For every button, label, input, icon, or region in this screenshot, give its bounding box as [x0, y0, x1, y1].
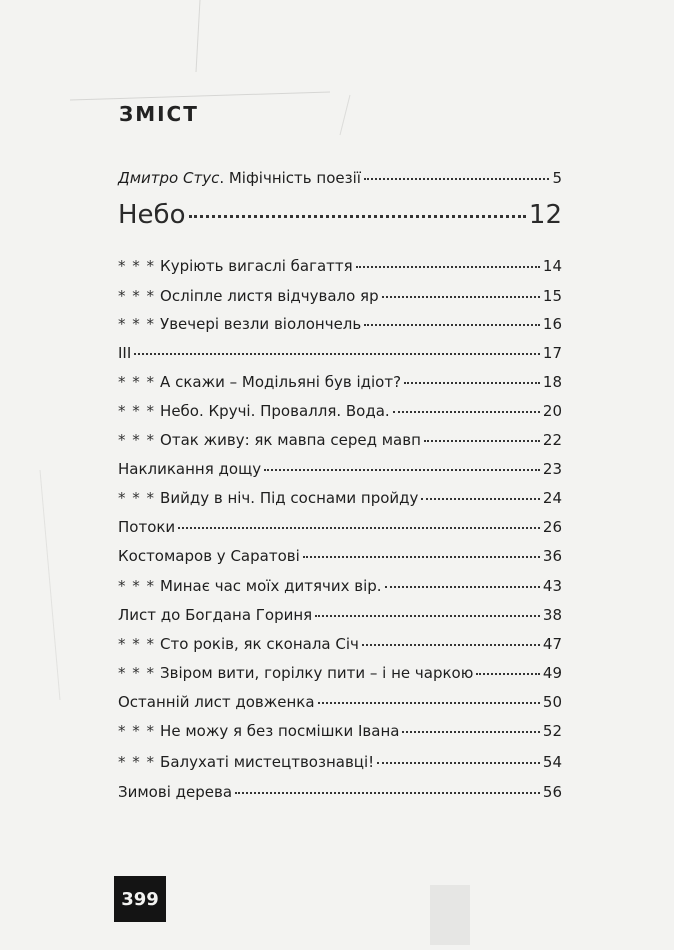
dot-leader	[385, 585, 540, 588]
asterism: * * *	[118, 287, 156, 305]
asterism: * * *	[118, 489, 156, 507]
toc-entry[interactable]	[118, 692, 562, 712]
dot-leader	[364, 323, 540, 326]
page-ref: 43	[542, 577, 562, 595]
page-ref: 12	[528, 200, 562, 230]
page-ref: 36	[542, 547, 562, 565]
page-ref: 18	[542, 373, 562, 391]
dot-leader	[178, 526, 540, 529]
page-ref: 17	[542, 344, 562, 362]
section-title: Небо	[118, 200, 186, 230]
intro-title: . Міфічність поезії	[219, 169, 361, 187]
toc-entry[interactable]	[118, 721, 562, 741]
page-ref: 47	[542, 635, 562, 653]
entry-title: Увечерi везли вiолончель	[160, 315, 362, 333]
toc-entry[interactable]	[118, 488, 562, 508]
asterism: * * *	[118, 753, 156, 771]
contents-heading: ЗМІСТ	[119, 102, 199, 126]
dot-leader	[303, 555, 540, 558]
entry-title: Отак живу: як мавпа серед мавп	[160, 431, 421, 449]
asterism: * * *	[118, 257, 156, 275]
toc-entry[interactable]	[118, 752, 562, 772]
page-ref: 50	[542, 693, 562, 711]
page-ref: 38	[542, 606, 562, 624]
toc-entry[interactable]	[118, 256, 562, 276]
dot-leader	[134, 352, 540, 355]
entry-title: Останнiй лист довженка	[118, 693, 315, 711]
page-number-badge: 399	[114, 876, 166, 922]
toc-entry[interactable]	[118, 634, 562, 654]
intro-author: Дмитро Стус	[118, 169, 220, 187]
page-ref: 49	[542, 664, 562, 682]
entry-title: Ослiпле листя вiдчувало яр	[160, 287, 379, 305]
toc-entry[interactable]	[118, 286, 562, 306]
entry-title: Зимовi дерева	[118, 783, 233, 801]
dot-leader	[264, 468, 540, 471]
entry-title: А скажи – Модiльянi був iдiот?	[160, 373, 402, 391]
dot-leader	[364, 177, 550, 180]
dot-leader	[189, 214, 526, 218]
dot-leader	[382, 295, 540, 298]
page-ref: 24	[542, 489, 562, 507]
asterism: * * *	[118, 577, 156, 595]
dot-leader	[377, 761, 540, 764]
page-ref: 56	[542, 783, 562, 801]
toc-section-heading[interactable]	[118, 199, 562, 231]
dot-leader	[318, 701, 540, 704]
dot-leader	[476, 672, 540, 675]
toc-entry[interactable]	[118, 343, 562, 363]
toc-entry[interactable]	[118, 372, 562, 392]
entry-title: Курiють вигаслi багаття	[160, 257, 353, 275]
page-ref: 22	[542, 431, 562, 449]
entry-title: Накликання дощу	[118, 460, 262, 478]
toc-entry-intro[interactable]	[118, 168, 562, 188]
toc-entry[interactable]	[118, 517, 562, 537]
entry-title: Вийду в нiч. Пiд соснами пройду	[160, 489, 419, 507]
page-ref: 20	[542, 402, 562, 420]
dot-leader	[424, 439, 540, 442]
entry-title: Небо. Кручi. Провалля. Вода.	[160, 402, 390, 420]
asterism: * * *	[118, 722, 156, 740]
page-ref: 16	[542, 315, 562, 333]
toc-entry[interactable]	[118, 430, 562, 450]
entry-title: III	[118, 344, 132, 362]
toc-entry[interactable]	[118, 546, 562, 566]
entry-title: Звiром вити, горiлку пити – i не чаркою	[160, 664, 474, 682]
dot-leader	[356, 265, 540, 268]
asterism: * * *	[118, 664, 156, 682]
asterism: * * *	[118, 431, 156, 449]
page-ref: 52	[542, 722, 562, 740]
page-ref: 14	[542, 257, 562, 275]
asterism: * * *	[118, 402, 156, 420]
dot-leader	[402, 730, 539, 733]
entry-title: Балухатi мистецтвознавцi!	[160, 753, 375, 771]
toc-entry[interactable]	[118, 663, 562, 683]
entry-title: Костомаров у Саратовi	[118, 547, 300, 565]
page-ref: 26	[542, 518, 562, 536]
asterism: * * *	[118, 315, 156, 333]
dot-leader	[315, 614, 540, 617]
page-ref: 54	[542, 753, 562, 771]
dot-leader	[362, 643, 540, 646]
toc-entry[interactable]	[118, 782, 562, 802]
toc-entry[interactable]	[118, 314, 562, 334]
entry-title: Лист до Богдана Гориня	[118, 606, 313, 624]
page-ref: 23	[542, 460, 562, 478]
entry-title: Сто рокiв, як сконала Сiч	[160, 635, 359, 653]
dot-leader	[235, 791, 540, 794]
toc-entry[interactable]	[118, 576, 562, 596]
entry-title: Минає час моїх дитячих вiр.	[160, 577, 382, 595]
asterism: * * *	[118, 373, 156, 391]
dot-leader	[421, 497, 539, 500]
entry-title: Потоки	[118, 518, 176, 536]
dot-leader	[393, 410, 540, 413]
asterism: * * *	[118, 635, 156, 653]
toc-entry[interactable]	[118, 459, 562, 479]
entry-title: Не можу я без посмiшки Iвана	[160, 722, 400, 740]
page-ref: 15	[542, 287, 562, 305]
toc-entry[interactable]	[118, 401, 562, 421]
toc-entry[interactable]	[118, 605, 562, 625]
page-ref: 5	[552, 169, 562, 187]
dot-leader	[404, 381, 540, 384]
